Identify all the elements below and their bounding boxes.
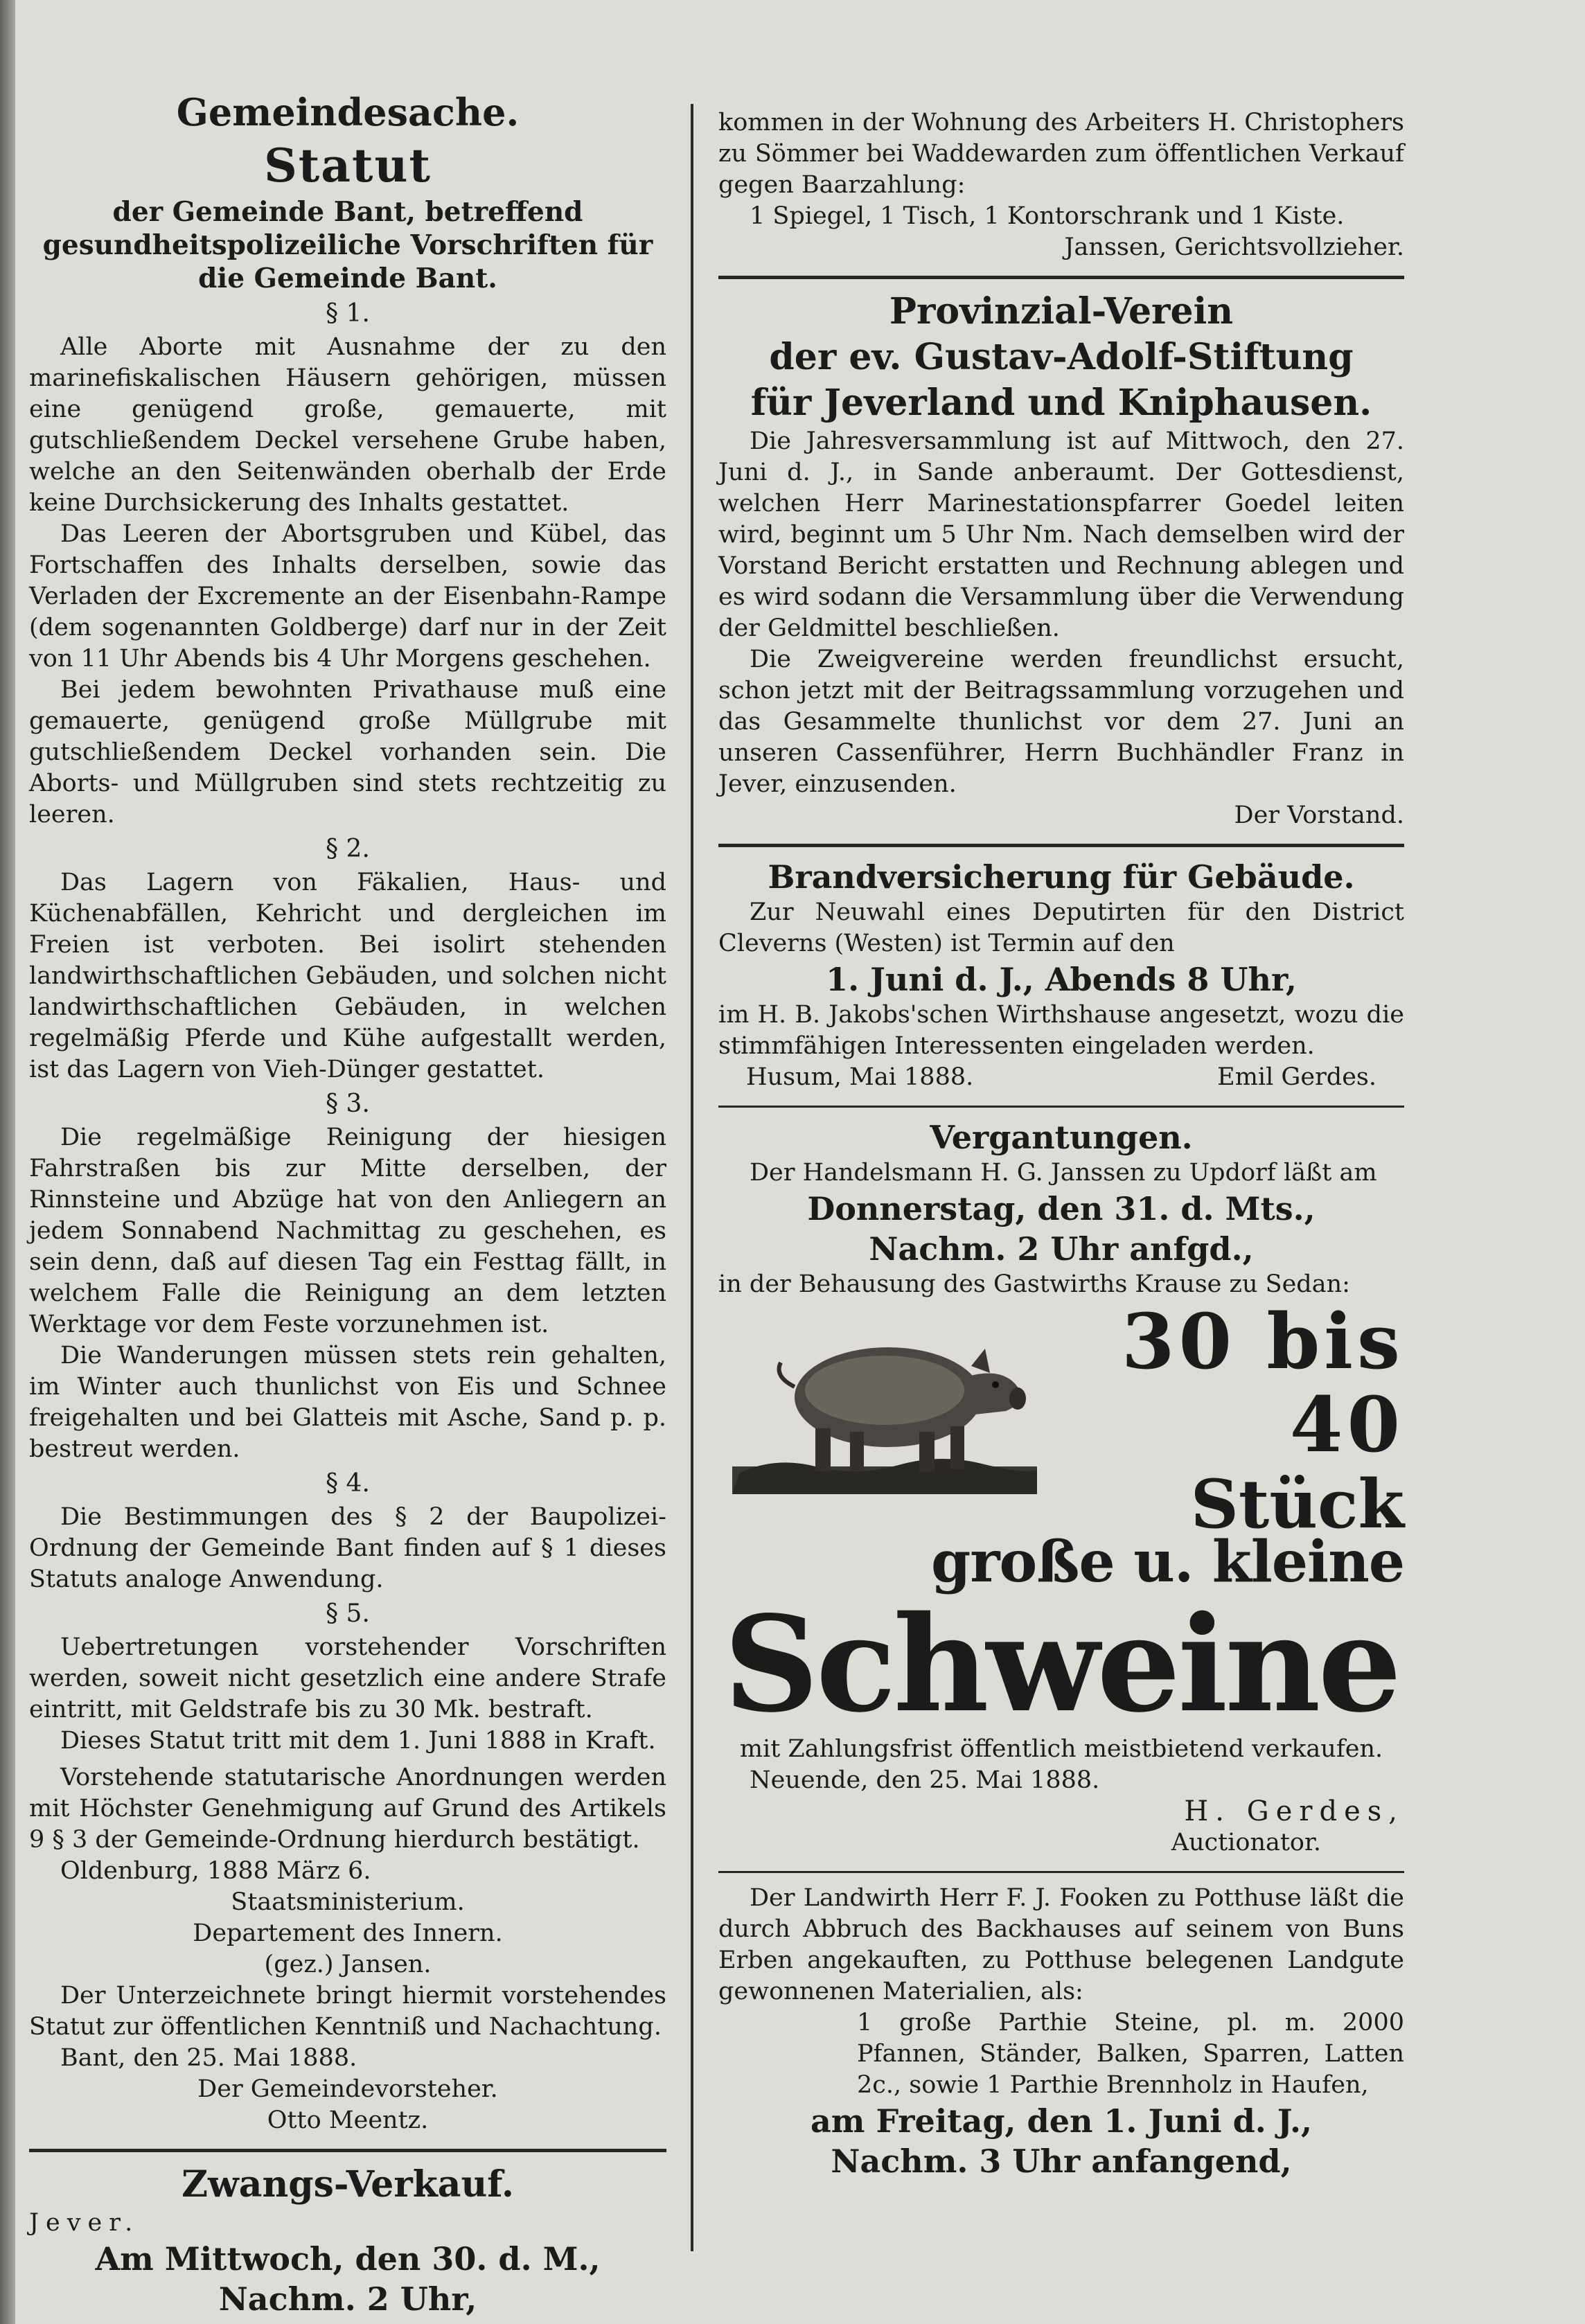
book-gutter	[0, 0, 15, 2324]
zwang-time: Nachm. 2 Uhr,	[218, 2280, 477, 2318]
newspaper-page	[15, 0, 1585, 2324]
approval-text: Vorstehende statutarische Anordnungen werden mit Höchster Genehmigung auf Grund des Artikels 9 § 3 der Gemeinde-Ordnung hierdurch bestätigt.	[29, 1764, 666, 1854]
brand-date: 1. Juni d. J., Abends 8 Uhr,	[826, 961, 1297, 998]
verein-title-3: für Jeverland und Kniphausen.	[750, 382, 1372, 424]
left-column	[29, 83, 666, 2319]
brand-name: Emil Gerdes.	[1217, 1063, 1376, 1091]
brand-footer	[718, 1062, 1404, 1093]
paragraph-4-number: § 4.	[326, 1469, 370, 1498]
pig-advert-block	[718, 1297, 1404, 1543]
paragraph-1-text-a: Alle Aborte mit Ausnahme der zu den marinefiskalischen Häusern gehörigen, müssen eine genügend große, gemauerte, mit gutschließendem Deckel versehene Grube haben, welche an den Seitenwänden oberhalb der Erde keine Durchsickerung des Inhalts gestattet.	[29, 333, 666, 517]
vergantung-text: Der Handelsmann H. G. Janssen zu Updorf läßt am	[750, 1159, 1377, 1187]
auctioneer-role: Auctionator.	[1171, 1829, 1321, 1856]
verein-title-1: Provinzial-Verein	[889, 290, 1234, 332]
auctioneer-name: H. Gerdes,	[1184, 1795, 1404, 1827]
size-label: große u. kleine	[930, 1529, 1404, 1595]
paragraph-5-number: § 5.	[326, 1599, 370, 1628]
vergantung-dateline: Neuende, den 25. Mai 1888.	[750, 1766, 1100, 1794]
fooken-text: Der Landwirth Herr F. J. Fooken zu Potthuse läßt die durch Abbruch des Backhauses auf seinem von Buns Erben angekauften, zu Potthuse belegenen Landgute gewonnenen Materialien, als:	[718, 1884, 1404, 2005]
animal-headline: Schweine	[723, 1587, 1399, 1741]
zwang-date: Am Mittwoch, den 30. d. M.,	[95, 2240, 601, 2278]
paragraph-2-text: Das Lagern von Fäkalien, Haus- und Küchenabfällen, Kehricht und dergleichen im Freien ist verboten. Bei isolirt stehenden landwirthschaftlichen Gebäuden, und solchen nicht landwirthschaftlichen Gebäuden, in welchen regelmäßig Pferde und Kühe aufgestallt werden, ist das Lagern von Vieh-Dünger gestattet.	[29, 869, 666, 1083]
zwang-continuation: kommen in der Wohnung des Arbeiters H. Christophers zu Sömmer bei Waddewarden zum öffentlichen Verkauf gegen Baarzahlung:	[718, 109, 1404, 199]
mayor-role: Der Gemeindevorsteher.	[197, 2075, 498, 2103]
rule	[718, 1106, 1404, 1108]
pig-headline	[1016, 1297, 1404, 1543]
rule	[718, 1871, 1404, 1873]
right-column	[718, 107, 1404, 2181]
column-divider	[691, 104, 693, 2251]
section-heading: Gemeindesache.	[176, 90, 520, 134]
rule	[718, 844, 1404, 847]
department-name: Departement des Innern.	[193, 1919, 503, 1947]
zwang-items: 1 Spiegel, 1 Tisch, 1 Kontorschrank und 1 Kiste.	[750, 202, 1345, 230]
paragraph-5-text-a: Uebertretungen vorstehender Vorschriften werden, soweit nicht gesetzlich eine andere Strafe eintritt, mit Geldstrafe bis zu 30 Mk. bestraft.	[29, 1633, 666, 1723]
fooken-items: 1 große Parthie Steine, pl. m. 2000 Pfannen, Ständer, Balken, Sparren, Latten 2c., sowie 1 Parthie Brennholz in Haufen,	[857, 2009, 1404, 2099]
paragraph-3-text-a: Die regelmäßige Reinigung der hiesigen Fahrstraßen bis zur Mitte derselben, der Rinnsteine und Abzüge hat von den Anliegern an jedem Sonnabend Nachmittag zu geschehen, es sein denn, daß auf diesen Tag ein Festtag fällt, in welchem Falle die Reinigung an dem letzten Werktage vor dem Feste vorzunehmen ist.	[29, 1124, 666, 1338]
brand-text-a: Zur Neuwahl eines Deputirten für den District Cleverns (Westen) ist Termin auf den	[718, 898, 1404, 957]
zwang-place: Jever.	[29, 2209, 140, 2237]
brand-place: Husum, Mai 1888.	[746, 1063, 974, 1091]
vergantung-terms: mit Zahlungsfrist öffentlich meistbietend verkaufen.	[739, 1735, 1383, 1763]
verein-signature: Der Vorstand.	[1234, 801, 1404, 829]
fooken-time: Nachm. 3 Uhr anfangend,	[831, 2143, 1292, 2180]
paragraph-3-text-b: Die Wanderungen müssen stets rein gehalten, im Winter auch thunlichst von Eis und Schnee freigehalten und bei Glatteis mit Asche, Sand p. p. bestreut werden.	[29, 1342, 666, 1463]
statut-title: Statut	[264, 139, 432, 193]
paragraph-4-text: Die Bestimmungen des § 2 der Baupolizei-Ordnung der Gemeinde Bant finden auf § 1 dieses Statuts analoge Anwendung.	[29, 1503, 666, 1593]
signatory: (gez.) Jansen.	[264, 1951, 432, 1978]
publication-date: Bant, den 25. Mai 1888.	[60, 2044, 357, 2072]
mayor-name: Otto Meentz.	[267, 2106, 429, 2134]
approval-place: Oldenburg, 1888 März 6.	[60, 1857, 371, 1885]
paragraph-5-text-b: Dieses Statut tritt mit dem 1. Juni 1888 in Kraft.	[60, 1727, 656, 1755]
paragraph-1-text-b: Das Leeren der Abortsgruben und Kübel, das Fortschaffen des Inhalts derselben, sowie das Verladen der Excremente an der Eisenbahn-Rampe (dem sogenannten Goldberge) darf nur in der Zeit von 11 Uhr Abends bis 4 Uhr Morgens geschehen.	[29, 520, 666, 673]
verein-title-2: der ev. Gustav-Adolf-Stiftung	[769, 336, 1354, 378]
vergantung-date: Donnerstag, den 31. d. Mts.,	[807, 1190, 1316, 1227]
paragraph-1-text-c: Bei jedem bewohnten Privathause muß eine gemauerte, genügend große Müllgrube mit gutschließendem Deckel vorhanden sein. Die Aborts- und Müllgruben sind stets rechtzeitig zu leeren.	[29, 676, 666, 828]
zwang-signature: Janssen, Gerichtsvollzieher.	[1064, 233, 1404, 261]
paragraph-1-number: § 1.	[326, 299, 370, 328]
quantity: 30 bis 40	[1121, 1297, 1404, 1469]
paragraph-2-number: § 2.	[326, 835, 370, 863]
verein-text-a: Die Jahresversammlung ist auf Mittwoch, den 27. Juni d. J., in Sande anberaumt. Der Gottesdienst, welchen Herr Marinestationspfarrer Goedel leiten wird, beginnt um 5 Uhr Nm. Nach demselben wird der Vorstand Bericht erstatten und Rechnung ablegen und es wird sodann die Versammlung über die Verwendung der Geldmittel beschließen.	[718, 427, 1404, 642]
zwang-title: Zwangs-Verkauf.	[181, 2163, 514, 2206]
publication-text: Der Unterzeichnete bringt hiermit vorstehendes Statut zur öffentlichen Kenntniß und Nachachtung.	[29, 1982, 666, 2041]
quantity-unit: Stück	[1190, 1465, 1404, 1543]
brand-title: Brandversicherung für Gebäude.	[768, 858, 1355, 896]
rule	[718, 276, 1404, 279]
verein-text-b: Die Zweigvereine werden freundlichst ersucht, schon jetzt mit der Beitragssammlung vorzugehen und das Gesammelte thunlichst vor dem 27. Juni an unseren Cassenführer, Herrn Buchhändler Franz in Jever, einzusenden.	[718, 646, 1404, 798]
brand-text-b: im H. B. Jakobs'schen Wirthshause angesetzt, wozu die stimmfähigen Interessenten eingeladen werden.	[718, 1001, 1404, 1060]
vergantung-title: Vergantungen.	[930, 1119, 1193, 1156]
fooken-date: am Freitag, den 1. Juni d. J.,	[810, 2102, 1313, 2140]
paragraph-3-number: § 3.	[326, 1090, 370, 1118]
vergantung-place: in der Behausung des Gastwirths Krause zu Sedan:	[718, 1270, 1350, 1298]
vergantung-time: Nachm. 2 Uhr anfgd.,	[869, 1230, 1254, 1268]
statut-subtitle: der Gemeinde Bant, betreffend gesundheitspolizeiliche Vorschriften für die Gemeinde Bant.	[42, 196, 653, 294]
rule	[29, 2149, 666, 2152]
pig-woodcut-icon	[732, 1300, 1037, 1501]
ministry-name: Staatsministerium.	[231, 1888, 465, 1916]
